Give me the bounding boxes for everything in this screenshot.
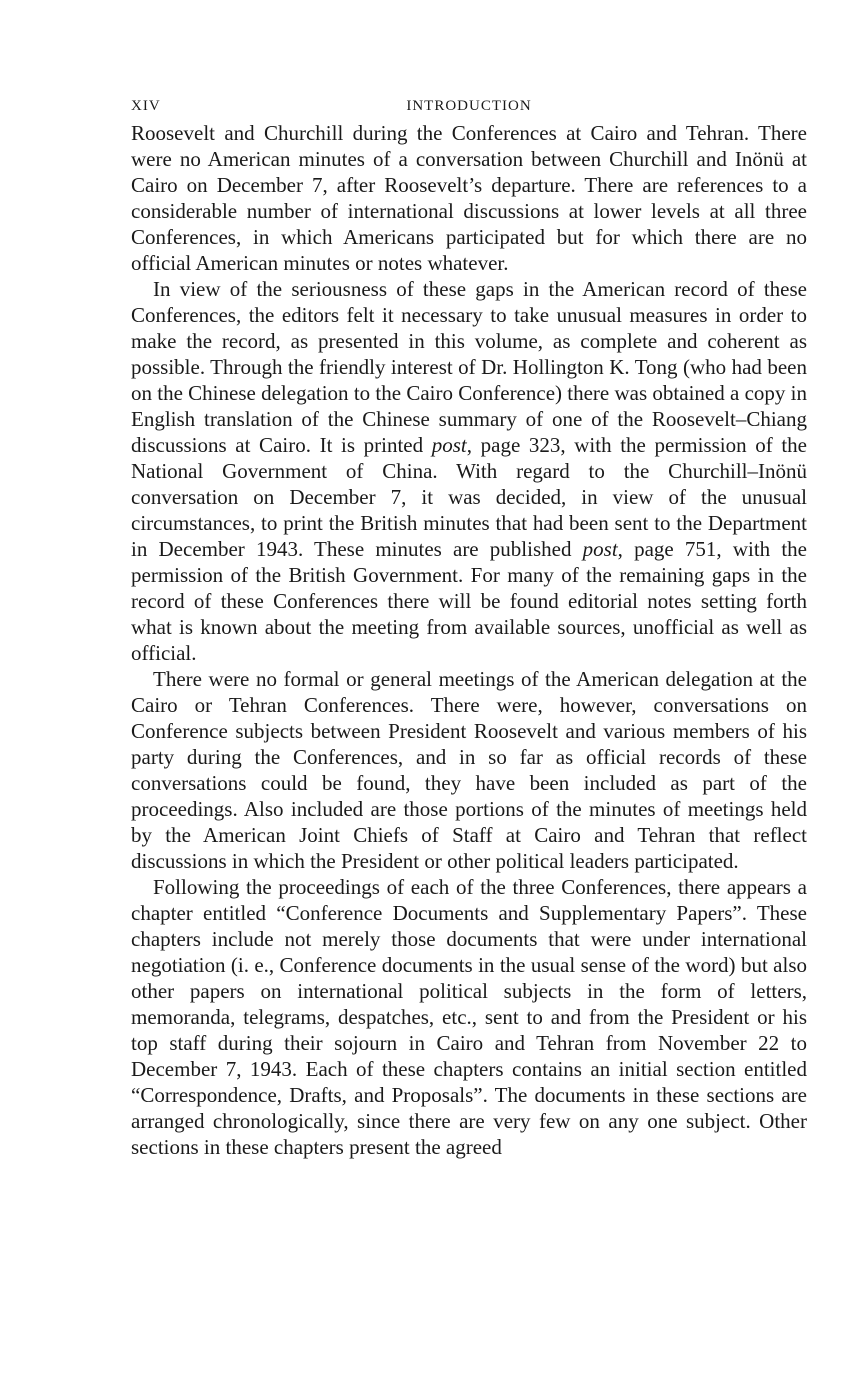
italic-post-ref-1: post (431, 433, 467, 457)
paragraph-4: Following the proceedings of each of the three Conferences, there appears a chapter entitled “Conference Documents and Supplementary Papers”. These chapters include not merely those documents that were under international negotiation (i. e., Conference documents in the usual sense of the word) but also other papers on international political subjects in the form of letters, memoranda, telegrams, despatches, etc., sent to and from the President or his top staff during their sojourn in Cairo and Tehran from November 22 to December 7, 1943. Each of these chapters contains an initial section entitled “Correspondence, Drafts, and Proposals”. The documents in these sections are arranged chronologically, since there are very few on any one subject. Other sections in these chapters present the agreed (131, 875, 807, 1159)
paragraph-2-text-a: In view of the seriousness of these gaps in the American record of these Conferences, the editors felt it necessary to take unusual measures in order to make the record, as presented in this volume, as complete and coherent as possible. Through the friendly interest of Dr. Hollington K. Tong (who had been on the Chinese delegation to the Cairo Conference) there was obtained a copy in English translation of the Chinese summary of one of the Roosevelt–Chiang discussions at Cairo. It is printed (131, 277, 807, 457)
paragraph-2 (131, 276, 807, 666)
italic-post-ref-2: post (582, 537, 618, 561)
page-number: XIV (131, 98, 161, 114)
paragraph-3: There were no formal or general meetings of the American delegation at the Cairo or Tehran Conferences. There were, however, conversations on Conference subjects between President Roosevelt and various members of his party during the Conferences, and in so far as official records of these conversations could be found, they have been included as part of the proceedings. Also included are those portions of the minutes of meetings held by the American Joint Chiefs of Staff at Cairo and Tehran that reflect discussions in which the President or other political leaders participated. (131, 667, 807, 873)
running-header (131, 92, 807, 120)
running-title: INTRODUCTION (406, 98, 532, 114)
document-page (131, 92, 807, 1160)
paragraph-2-text-c: , page 751, with the permission of the British Government. For many of the remaining gaps in the record of these Conferences there will be found editorial notes setting forth what is known about the meeting from available sources, unofficial as well as official. (131, 537, 807, 665)
body-text (131, 120, 807, 1160)
paragraph-1: Roosevelt and Churchill during the Conferences at Cairo and Tehran. There were no American minutes of a conversation between Churchill and Inönü at Cairo on December 7, after Roosevelt’s departure. There are references to a considerable number of international discussions at lower levels at all three Conferences, in which Americans participated but for which there are no official American minutes or notes whatever. (131, 121, 807, 275)
paragraph-2-text-b: , page 323, with the permission of the National Government of China. With regard to the Churchill–Inönü conversation on December 7, it was decided, in view of the unusual circumstances, to print the British minutes that had been sent to the Department in December 1943. These minutes are published (131, 433, 807, 561)
